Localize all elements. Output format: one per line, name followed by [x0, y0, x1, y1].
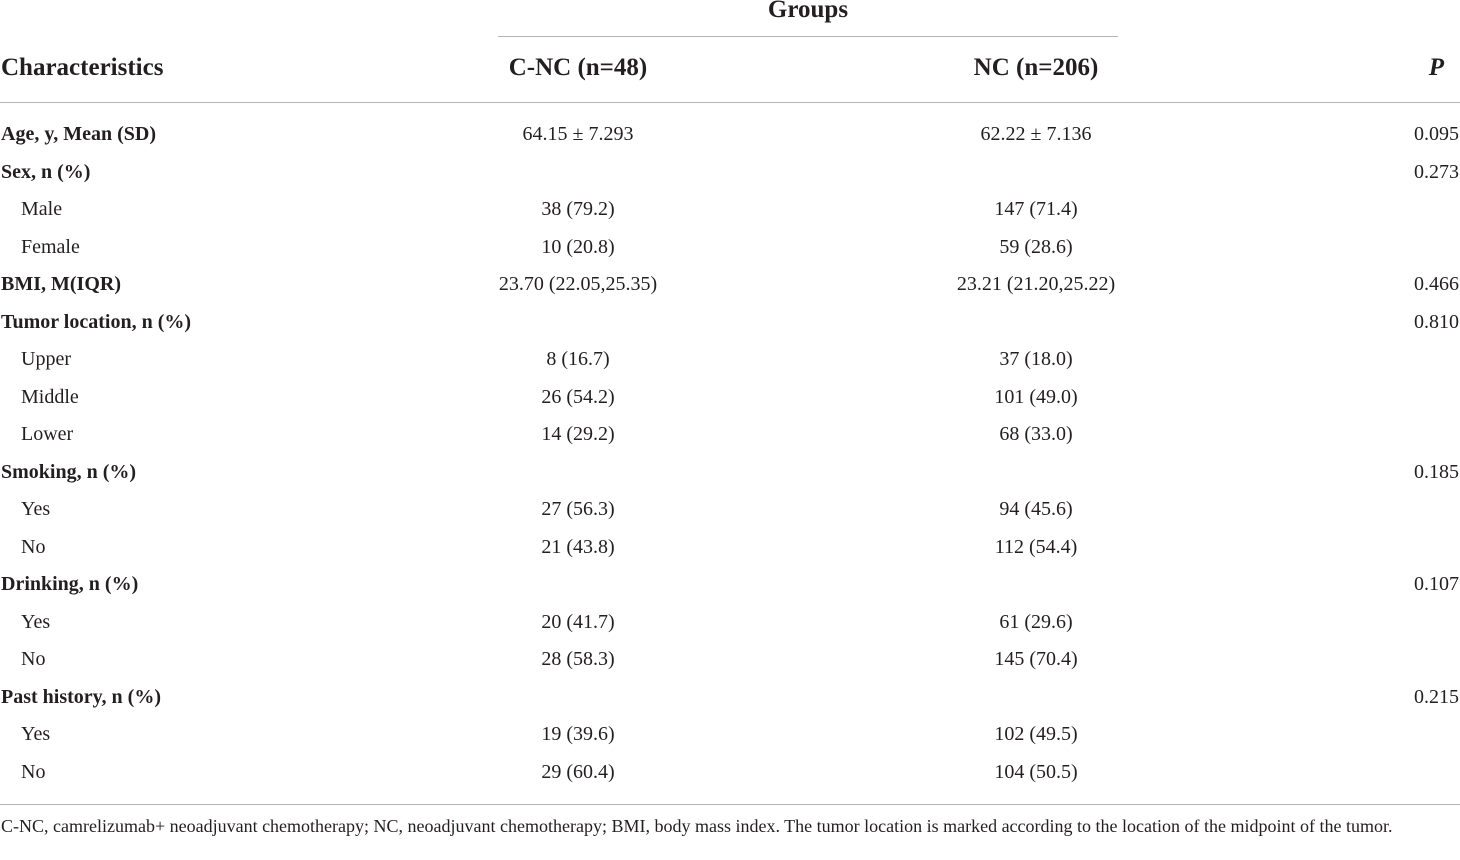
table-body	[0, 116, 1460, 791]
cell-p-value: 0.215	[1414, 685, 1459, 708]
header-cnc: C-NC (n=48)	[508, 54, 648, 81]
cell-p-value: 0.107	[1414, 573, 1459, 595]
cell-nc: 102 (49.5)	[994, 723, 1078, 745]
cell-p-value: 0.185	[1414, 460, 1459, 483]
row-label: Middle	[21, 385, 79, 408]
row-label: No	[21, 760, 46, 783]
table-row	[0, 266, 1460, 304]
cell-cnc: 19 (39.6)	[541, 723, 615, 745]
table-row	[0, 641, 1460, 679]
table-row	[0, 154, 1460, 192]
cell-nc: 112 (54.4)	[994, 535, 1078, 558]
row-label: Yes	[21, 723, 51, 745]
cell-cnc: 21 (43.8)	[541, 535, 615, 558]
table-footnote: C-NC, camrelizumab+ neoadjuvant chemotherapy; NC, neoadjuvant chemotherapy; BMI, body mass index. The tumor location is marked according to the location of the midpoint of the tumor.	[1, 816, 1393, 836]
header-characteristics: Characteristics	[1, 54, 164, 81]
row-label: No	[21, 535, 46, 558]
table-row	[0, 754, 1460, 792]
cell-nc: 59 (28.6)	[999, 235, 1073, 258]
row-label: Age, y, Mean (SD)	[1, 123, 156, 145]
cell-p-value: 0.466	[1414, 273, 1459, 295]
cell-nc: 147 (71.4)	[994, 198, 1078, 220]
cell-nc: 145 (70.4)	[994, 648, 1078, 670]
row-label: Yes	[21, 498, 51, 520]
row-label: Male	[21, 198, 63, 220]
table-row	[0, 529, 1460, 567]
row-label: BMI, M(IQR)	[1, 273, 121, 295]
table-row	[0, 716, 1460, 754]
cell-cnc: 64.15 ± 7.293	[522, 123, 634, 145]
header-p-value: P	[1428, 54, 1444, 81]
cell-p-value: 0.810	[1414, 310, 1459, 333]
cell-cnc: 38 (79.2)	[541, 198, 615, 220]
groups-header: Groups	[767, 0, 849, 23]
table-row	[0, 229, 1460, 267]
table-header-row	[0, 50, 1460, 86]
header-nc: NC (n=206)	[973, 54, 1099, 81]
cell-cnc: 20 (41.7)	[541, 610, 615, 633]
cell-nc: 94 (45.6)	[999, 498, 1073, 520]
row-label: Smoking, n (%)	[1, 460, 137, 483]
cell-cnc: 14 (29.2)	[541, 423, 615, 445]
cell-p-value: 0.095	[1414, 123, 1459, 145]
cell-nc: 37 (18.0)	[999, 348, 1073, 370]
cell-nc: 68 (33.0)	[999, 423, 1073, 445]
cell-nc: 61 (29.6)	[999, 610, 1073, 633]
row-label: Upper	[21, 348, 71, 370]
table-row	[0, 454, 1460, 492]
cell-p-value: 0.273	[1414, 160, 1459, 183]
cell-cnc: 23.70 (22.05,25.35)	[498, 273, 658, 295]
header-rule	[0, 102, 1460, 103]
row-label: Lower	[21, 423, 74, 445]
row-label: Yes	[21, 610, 51, 633]
row-label: Sex, n (%)	[1, 160, 91, 183]
cell-cnc: 26 (54.2)	[541, 385, 615, 408]
row-label: Drinking, n (%)	[1, 573, 139, 595]
table-row	[0, 604, 1460, 642]
footer-rule	[0, 804, 1460, 805]
groups-rule	[498, 36, 1118, 37]
table-row	[0, 379, 1460, 417]
table-row	[0, 416, 1460, 454]
row-label: Tumor location, n (%)	[1, 310, 192, 333]
cell-cnc: 29 (60.4)	[541, 760, 615, 783]
cell-nc: 104 (50.5)	[994, 760, 1078, 783]
table-row	[0, 566, 1460, 604]
row-label: Female	[21, 235, 80, 258]
cell-nc: 23.21 (21.20,25.22)	[956, 273, 1116, 295]
cell-nc: 101 (49.0)	[994, 385, 1078, 408]
table-row	[0, 491, 1460, 529]
table-row	[0, 304, 1460, 342]
row-label: Past history, n (%)	[1, 685, 161, 708]
table-row	[0, 679, 1460, 717]
row-label: No	[21, 648, 46, 670]
cell-cnc: 27 (56.3)	[541, 498, 615, 520]
cell-nc: 62.22 ± 7.136	[980, 123, 1092, 145]
cell-cnc: 28 (58.3)	[541, 648, 615, 670]
table-row	[0, 191, 1460, 229]
cell-cnc: 8 (16.7)	[546, 348, 610, 370]
table-row	[0, 341, 1460, 379]
table-row	[0, 116, 1460, 154]
cell-cnc: 10 (20.8)	[541, 235, 615, 258]
